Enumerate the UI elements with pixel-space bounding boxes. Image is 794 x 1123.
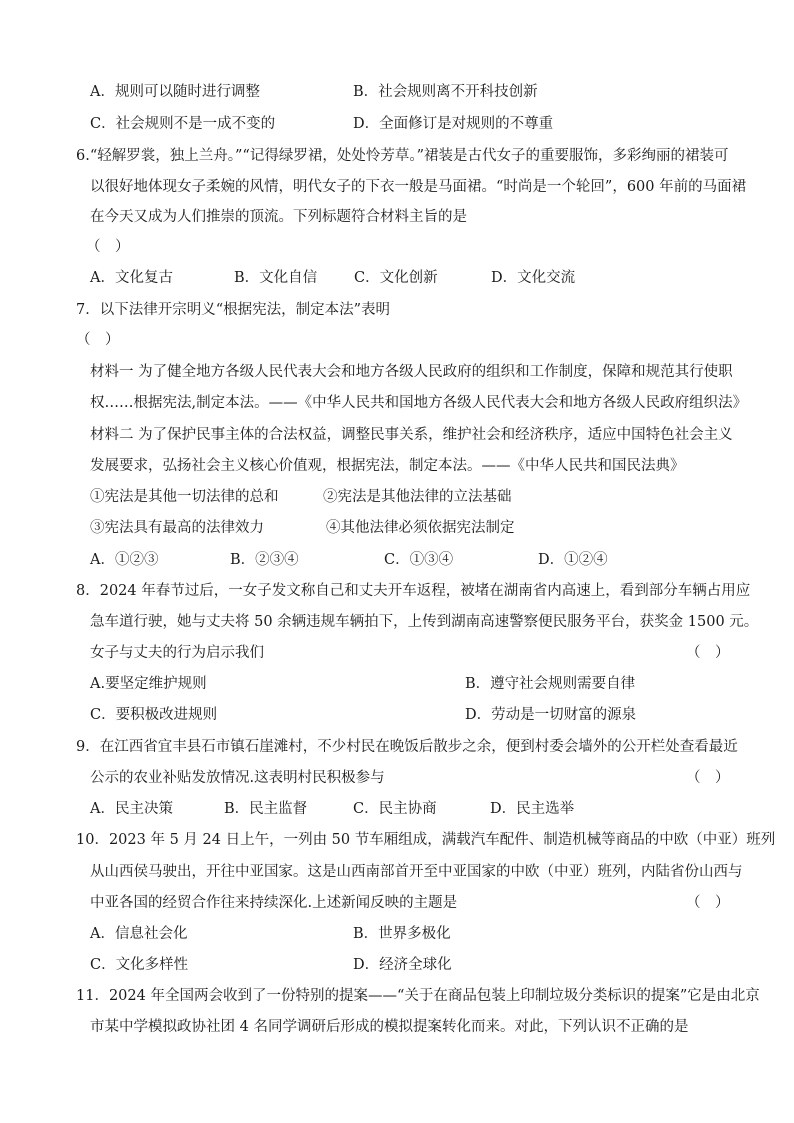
q9-answer-paren: （ ） bbox=[686, 770, 730, 786]
q11-stem-line2: 市某中学模拟政协社团 4 名同学调研后形成的模拟提案转化而来。对此，下列认识不正确的是 bbox=[90, 1019, 689, 1035]
q7-material2-line2: 发展要求，弘扬社会主义核心价值观，根据宪法，制定本法。——《中华人民共和国民法典》 bbox=[90, 458, 685, 474]
q7-statement-2: ②宪法是其他法律的立法基础 bbox=[323, 489, 512, 505]
q10-option-a: A．信息社会化 bbox=[90, 926, 188, 942]
q5-option-c: C．社会规则不是一成不变的 bbox=[90, 116, 276, 132]
q8-stem-line3: 女子与丈夫的行为启示我们 bbox=[90, 645, 264, 661]
q7-option-d: D．①②④ bbox=[538, 552, 608, 568]
q5-option-a: A．规则可以随时进行调整 bbox=[90, 84, 260, 100]
q8-option-c: C．要积极改进规则 bbox=[90, 707, 218, 723]
q7-option-b: B．②③④ bbox=[230, 552, 299, 568]
q8-stem-line2: 急车道行驶，她与丈夫将 50 余辆违规车辆拍下，上传到湖南高速警察便民服务平台，获奖金 1500 元。 bbox=[90, 614, 759, 630]
q8-option-a: A.要坚定维护规则 bbox=[90, 676, 207, 692]
q6-option-a: A．文化复古 bbox=[90, 270, 173, 286]
q7-material1-line2: 权……根据宪法,制定本法。——《中华人民共和国地方各级人民代表大会和地方各级人民政府组织法》 bbox=[90, 395, 748, 411]
q7-material2-line1: 材料二 为了保护民事主体的合法权益，调整民事关系，维护社会和经济秩序，适应中国特色社会主义 bbox=[90, 427, 733, 443]
q5-option-d: D．全面修订是对规则的不尊重 bbox=[353, 116, 554, 132]
q7-material1-line1: 材料一 为了健全地方各级人民代表大会和地方各级人民政府的组织和工作制度，保障和规范其行使职 bbox=[90, 364, 733, 380]
q8-stem-line1: 8．2024 年春节过后，一女子发文称自己和丈夫开车返程，被堵在湖南省内高速上，看到部分车辆占用应 bbox=[76, 583, 751, 599]
q9-stem-line2: 公示的农业补贴发放情况.这表明村民积极参与 bbox=[90, 770, 385, 786]
q7-statement-3: ③宪法具有最高的法律效力 bbox=[90, 520, 264, 536]
q10-stem-line1: 10．2023 年 5 月 24 日上午，一列由 50 节车厢组成，满载汽车配件、制造机械等商品的中欧（中亚）班列 bbox=[76, 832, 776, 848]
q7-statement-4: ④其他法律必须依据宪法制定 bbox=[326, 520, 515, 536]
q10-stem-line2: 从山西侯马驶出，开往中亚国家。这是山西南部首开至中亚国家的中欧（中亚）班列，内陆省份山西与 bbox=[90, 864, 743, 880]
q5-option-b: B．社会规则离不开科技创新 bbox=[353, 84, 538, 100]
q8-option-d: D．劳动是一切财富的源泉 bbox=[465, 707, 637, 723]
q8-option-b: B．遵守社会规则需要自律 bbox=[465, 676, 636, 692]
q9-option-b: B．民主监督 bbox=[224, 801, 308, 817]
q6-option-c: C．文化创新 bbox=[354, 270, 438, 286]
q6-option-d: D．文化交流 bbox=[491, 270, 576, 286]
q9-option-c: C．民主协商 bbox=[353, 801, 437, 817]
q9-option-d: D．民主选举 bbox=[490, 801, 575, 817]
q9-option-a: A．民主决策 bbox=[90, 801, 173, 817]
q7-stem: 7．以下法律开宗明义“根据宪法，制定本法”表明 bbox=[76, 302, 391, 318]
q6-stem-line1: 6.“轻解罗裳，独上兰舟。”“记得绿罗裙，处处怜芳草。”裙装是古代女子的重要服饰，多彩绚丽的裙装可 bbox=[76, 148, 729, 164]
q7-option-c: C．①③④ bbox=[384, 552, 454, 568]
q9-stem-line1: 9．在江西省宜丰县石市镇石崖滩村，不少村民在晚饭后散步之余，便到村委会墙外的公开栏处查看最近 bbox=[76, 739, 738, 755]
q10-option-b: B．世界多极化 bbox=[353, 926, 451, 942]
q6-option-b: B．文化自信 bbox=[234, 270, 318, 286]
q8-answer-paren: （ ） bbox=[686, 645, 730, 661]
q7-statement-1: ①宪法是其他一切法律的总和 bbox=[90, 489, 279, 505]
q6-stem-line3: 在今天又成为人们推崇的顶流。下列标题符合材料主旨的是 bbox=[90, 209, 467, 225]
q7-answer-paren: （ ） bbox=[76, 332, 120, 348]
q10-option-d: D．经济全球化 bbox=[353, 957, 452, 973]
q11-stem-line1: 11．2024 年全国两会收到了一份特别的提案——“关于在商品包装上印制垃圾分类标识的提案”它是由北京 bbox=[76, 988, 760, 1004]
q10-answer-paren: （ ） bbox=[686, 895, 730, 911]
q7-option-a: A．①②③ bbox=[90, 552, 159, 568]
q10-option-c: C．文化多样性 bbox=[90, 957, 189, 973]
q6-stem-line2: 以很好地体现女子柔婉的风情，明代女子的下衣一般是马面裙。“时尚是一个轮回”，600 年前的马面裙 bbox=[90, 179, 747, 195]
q6-answer-paren: （ ） bbox=[86, 239, 130, 255]
q10-stem-line3: 中亚各国的经贸合作往来持续深化.上述新闻反映的主题是 bbox=[90, 895, 458, 911]
